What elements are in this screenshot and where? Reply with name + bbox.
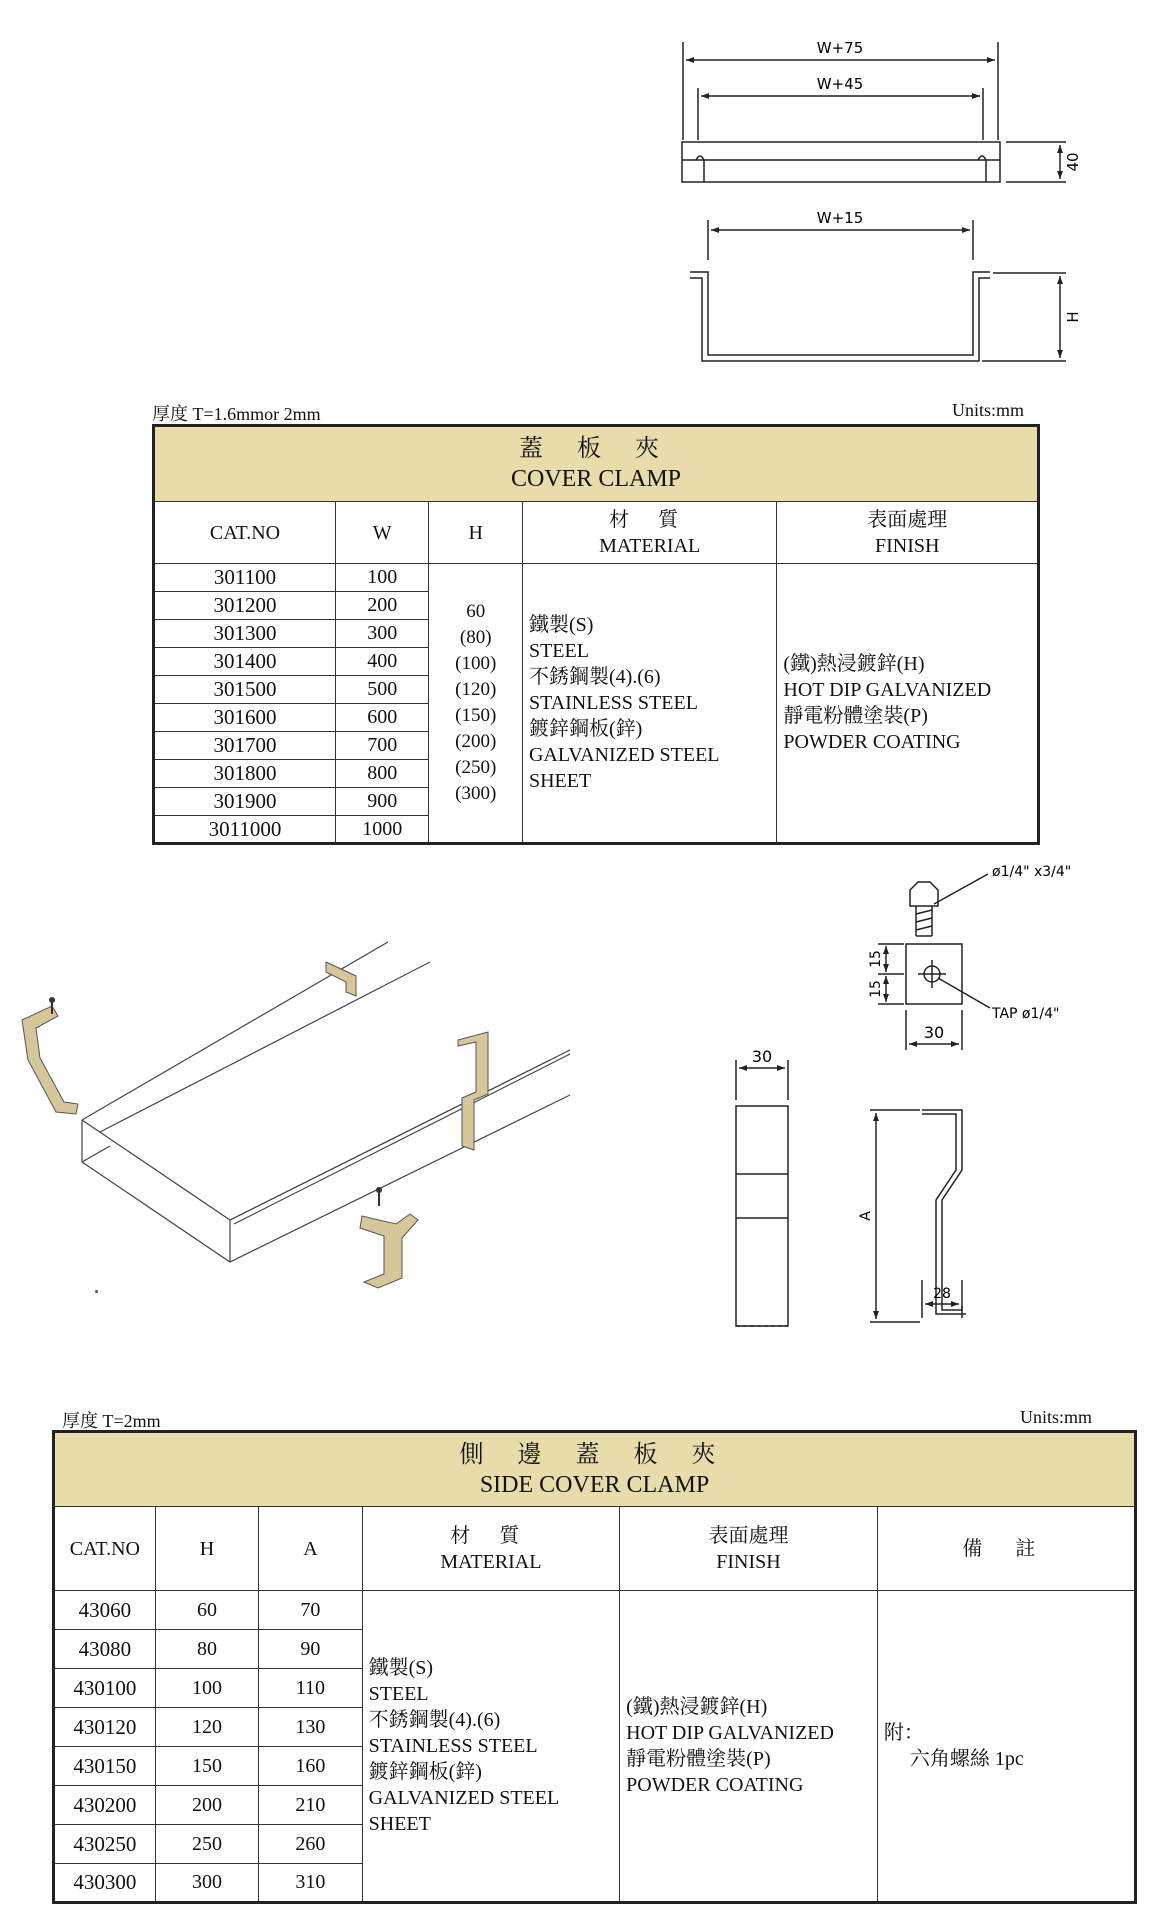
h-cell: 150 bbox=[155, 1747, 258, 1786]
a-cell: 310 bbox=[259, 1864, 362, 1903]
h-cell: 250 bbox=[155, 1825, 258, 1864]
dim-w15: W+15 bbox=[816, 209, 864, 227]
w-cell: 900 bbox=[335, 788, 428, 816]
side-clamp-thickness: 厚度 T=2mm bbox=[62, 1411, 161, 1431]
material-cell bbox=[362, 1591, 620, 1903]
cat-no-cell: 43080 bbox=[54, 1630, 156, 1669]
side-clamp-title-en: SIDE COVER CLAMP bbox=[479, 1471, 710, 1498]
finish-cell bbox=[777, 564, 1039, 844]
cover-clamp-title bbox=[154, 426, 1039, 502]
remark-line: 附： bbox=[883, 1722, 924, 1744]
material-line: 不銹鋼製(4).(6) bbox=[368, 1709, 501, 1731]
cat-no-cell: 301700 bbox=[154, 732, 336, 760]
a-cell: 260 bbox=[259, 1825, 362, 1864]
dim-15-bottom: 15 bbox=[868, 980, 884, 998]
bolt-size-label: ø1/4" x3/4" bbox=[992, 864, 1072, 880]
cat-no-cell: 301800 bbox=[154, 760, 336, 788]
material-line: GALVANIZED STEEL bbox=[528, 744, 720, 766]
header-material bbox=[362, 1507, 620, 1591]
tap-size-label: TAP ø1/4" bbox=[992, 1006, 1060, 1022]
material-line: STEEL bbox=[368, 1683, 429, 1705]
h-cell: 100 bbox=[155, 1669, 258, 1708]
a-cell: 160 bbox=[259, 1747, 362, 1786]
material-line: 鐵製(S) bbox=[368, 1657, 434, 1679]
table-row bbox=[54, 1591, 1136, 1630]
finish-line: 靜電粉體塗裝(P) bbox=[783, 705, 928, 727]
material-line: 鍍鋅鋼板(鋅) bbox=[528, 718, 643, 740]
material-line: STEEL bbox=[528, 640, 589, 662]
h-value: (120) bbox=[455, 679, 497, 700]
dim-15-top: 15 bbox=[868, 950, 884, 968]
cable-tray-isometric-illustration bbox=[10, 930, 610, 1310]
w-cell: 300 bbox=[335, 620, 428, 648]
header-cat-no: CAT.NO bbox=[154, 502, 336, 564]
finish-line: (鐵)熱浸鍍鋅(H) bbox=[626, 1696, 768, 1718]
side-clamp-detail-drawing bbox=[720, 860, 1130, 1340]
cat-no-cell: 301400 bbox=[154, 648, 336, 676]
cat-no-cell: 301100 bbox=[154, 564, 336, 592]
dot-mark bbox=[95, 1290, 98, 1293]
cat-no-cell: 301300 bbox=[154, 620, 336, 648]
h-value: (150) bbox=[455, 705, 497, 726]
a-cell: 210 bbox=[259, 1786, 362, 1825]
cat-no-cell: 3011000 bbox=[154, 816, 336, 844]
w-cell: 200 bbox=[335, 592, 428, 620]
header-finish bbox=[620, 1507, 878, 1591]
cat-no-cell: 430250 bbox=[54, 1825, 156, 1864]
a-cell: 130 bbox=[259, 1708, 362, 1747]
cover-clamp-title-cn: 蓋 板 夾 bbox=[519, 436, 673, 462]
cat-no-cell: 301200 bbox=[154, 592, 336, 620]
h-values-cell bbox=[429, 564, 523, 844]
header-finish-en: FINISH bbox=[716, 1550, 781, 1573]
finish-line: POWDER COATING bbox=[783, 731, 961, 753]
material-line: STAINLESS STEEL bbox=[368, 1735, 538, 1757]
h-cell: 60 bbox=[155, 1591, 258, 1630]
dim-w75: W+75 bbox=[816, 39, 864, 57]
h-cell: 120 bbox=[155, 1708, 258, 1747]
dim-30-right: 30 bbox=[923, 1023, 945, 1042]
header-h: H bbox=[155, 1507, 258, 1591]
material-line: 不銹鋼製(4).(6) bbox=[528, 666, 661, 688]
finish-line: HOT DIP GALVANIZED bbox=[783, 679, 992, 701]
header-material bbox=[522, 502, 776, 564]
cat-no-cell: 430150 bbox=[54, 1747, 156, 1786]
w-cell: 500 bbox=[335, 676, 428, 704]
header-finish-cn: 表面處理 bbox=[867, 508, 948, 531]
h-value: (300) bbox=[455, 783, 497, 804]
material-line: 鐵製(S) bbox=[528, 614, 594, 636]
a-cell: 70 bbox=[259, 1591, 362, 1630]
cat-no-cell: 430120 bbox=[54, 1708, 156, 1747]
header-finish-en: FINISH bbox=[874, 534, 940, 557]
material-line: SHEET bbox=[528, 770, 592, 792]
dim-28: 28 bbox=[933, 1286, 951, 1302]
material-line: SHEET bbox=[368, 1813, 431, 1835]
material-cell bbox=[522, 564, 776, 844]
side-clamp-title bbox=[54, 1432, 1136, 1507]
a-cell: 90 bbox=[259, 1630, 362, 1669]
h-cell: 200 bbox=[155, 1786, 258, 1825]
cat-no-cell: 301600 bbox=[154, 704, 336, 732]
h-value: (200) bbox=[455, 731, 497, 752]
h-value: (100) bbox=[455, 653, 497, 674]
w-cell: 100 bbox=[335, 564, 428, 592]
cover-clamp-table bbox=[152, 424, 1040, 845]
header-a: A bbox=[259, 1507, 362, 1591]
material-line: STAINLESS STEEL bbox=[528, 692, 698, 714]
h-cell: 80 bbox=[155, 1630, 258, 1669]
cat-no-cell: 430100 bbox=[54, 1669, 156, 1708]
w-cell: 600 bbox=[335, 704, 428, 732]
header-h: H bbox=[429, 502, 523, 564]
cover-clamp-thickness: 厚度 T=1.6mmor 2mm bbox=[152, 404, 321, 424]
header-remark: 備 註 bbox=[877, 1507, 1135, 1591]
cat-no-cell: 430200 bbox=[54, 1786, 156, 1825]
remark-line: 六角螺絲 1pc bbox=[909, 1748, 1024, 1770]
w-cell: 800 bbox=[335, 760, 428, 788]
cover-clamp-dimension-drawing bbox=[660, 20, 1100, 370]
side-clamp-title-cn: 側 邊 蓋 板 夾 bbox=[459, 1441, 730, 1468]
h-value: (250) bbox=[455, 757, 497, 778]
side-clamp-units: Units:mm bbox=[1020, 1407, 1093, 1427]
material-line: 鍍鋅鋼板(鋅) bbox=[368, 1761, 482, 1783]
finish-line: (鐵)熱浸鍍鋅(H) bbox=[783, 653, 925, 675]
cat-no-cell: 301900 bbox=[154, 788, 336, 816]
header-cat-no: CAT.NO bbox=[54, 1507, 156, 1591]
cat-no-cell: 301500 bbox=[154, 676, 336, 704]
header-material-en: MATERIAL bbox=[599, 534, 701, 557]
cat-no-cell: 430300 bbox=[54, 1864, 156, 1903]
w-cell: 1000 bbox=[335, 816, 428, 844]
cover-clamp-title-en: COVER CLAMP bbox=[510, 466, 682, 492]
material-line: GALVANIZED STEEL bbox=[368, 1787, 560, 1809]
header-material-en: MATERIAL bbox=[440, 1550, 542, 1573]
w-cell: 700 bbox=[335, 732, 428, 760]
table-row bbox=[154, 564, 1039, 592]
header-w: W bbox=[335, 502, 428, 564]
dim-h: H bbox=[1064, 311, 1082, 323]
header-material-cn: 材 質 bbox=[450, 1524, 532, 1547]
dim-w45: W+45 bbox=[816, 75, 864, 93]
finish-line: POWDER COATING bbox=[626, 1774, 804, 1796]
h-value: (80) bbox=[459, 627, 492, 648]
header-finish-cn: 表面處理 bbox=[708, 1524, 789, 1547]
finish-cell bbox=[620, 1591, 878, 1903]
w-cell: 400 bbox=[335, 648, 428, 676]
cover-clamp-units: Units:mm bbox=[952, 400, 1025, 420]
dim-40: 40 bbox=[1064, 152, 1082, 172]
side-cover-clamp-table bbox=[52, 1430, 1137, 1904]
finish-line: 靜電粉體塗裝(P) bbox=[626, 1748, 771, 1770]
remark-cell bbox=[877, 1591, 1135, 1903]
h-cell: 300 bbox=[155, 1864, 258, 1903]
header-finish bbox=[777, 502, 1039, 564]
dim-a: A bbox=[858, 1211, 874, 1221]
dim-30-left: 30 bbox=[751, 1047, 773, 1066]
cat-no-cell: 43060 bbox=[54, 1591, 156, 1630]
h-value: 60 bbox=[466, 601, 486, 622]
finish-line: HOT DIP GALVANIZED bbox=[626, 1722, 834, 1744]
header-material-cn: 材 質 bbox=[609, 508, 691, 531]
a-cell: 110 bbox=[259, 1669, 362, 1708]
